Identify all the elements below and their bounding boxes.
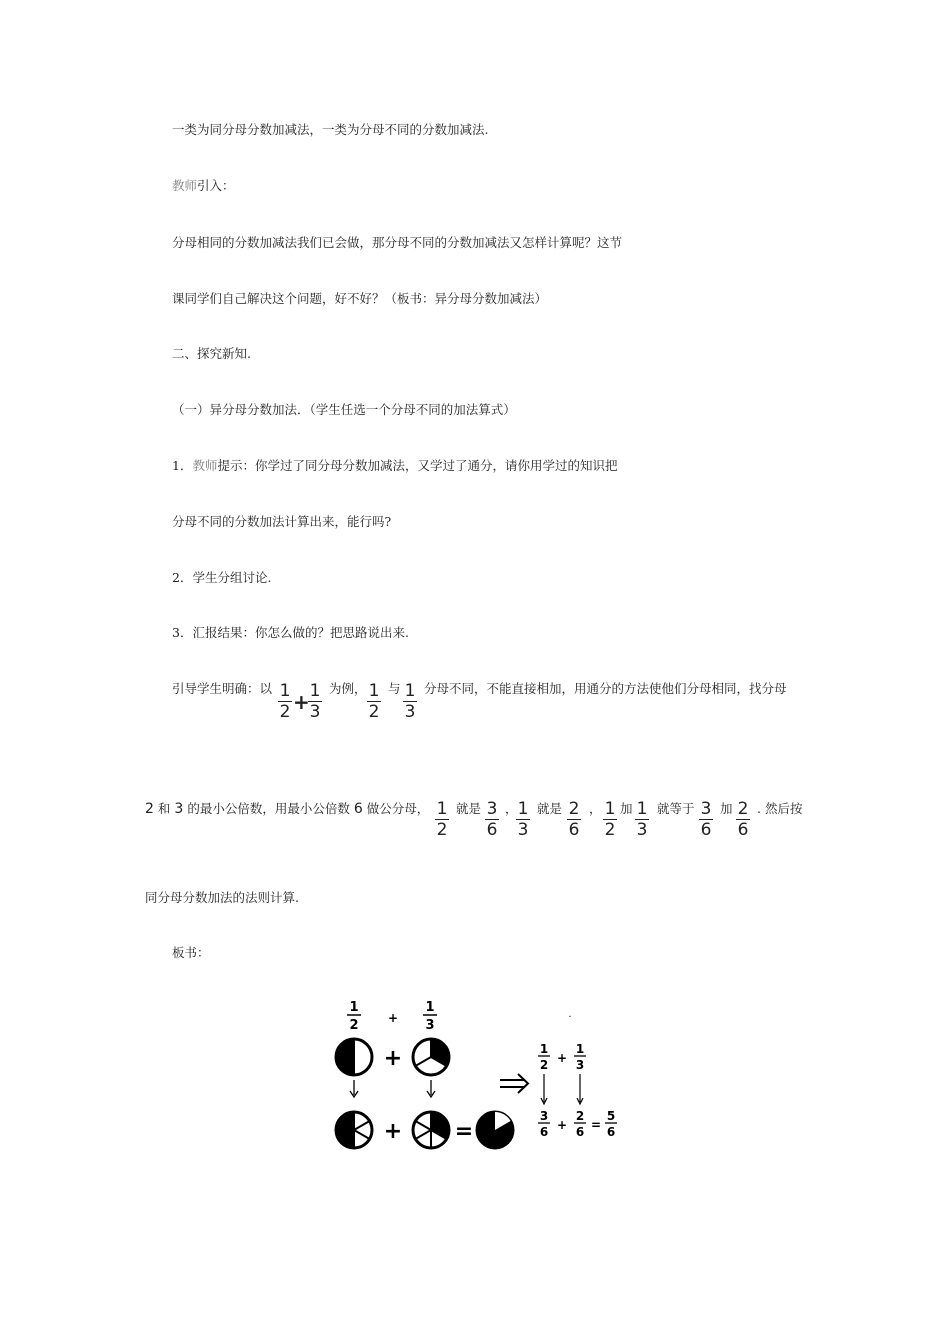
svg-text:1: 1 (425, 1000, 435, 1015)
fraction-pie-diagram (325, 998, 625, 1158)
fraction (602, 800, 618, 839)
equals-sign: = (454, 1119, 474, 1144)
denominator: 3 (517, 820, 529, 840)
right-bottom-equation (538, 1109, 617, 1139)
svg-text:3: 3 (425, 1018, 435, 1033)
svg-text:1: 1 (575, 1042, 585, 1056)
number-2: 2 (145, 801, 154, 817)
line-8: 分母不同的分数加法计算出来，能行吗? (172, 514, 392, 529)
pie-five-sixths (477, 1112, 513, 1148)
denominator: 3 (309, 702, 321, 722)
fraction (366, 682, 382, 721)
numerator: 1 (279, 681, 291, 701)
teacher-word: 教师 (192, 458, 218, 473)
svg-text:5: 5 (606, 1109, 616, 1123)
numerator: 2 (568, 799, 580, 819)
right-top-equation (538, 1042, 586, 1072)
numerator: 1 (309, 681, 321, 701)
denominator: 2 (368, 702, 380, 722)
number-3: 3 (174, 801, 184, 817)
denominator: 3 (404, 702, 416, 722)
arrow-down-icon (350, 1080, 358, 1097)
line-7 (172, 458, 617, 474)
is-word: 就是 (456, 801, 482, 816)
line-2 (172, 178, 235, 194)
fraction (402, 682, 418, 721)
denominator: 6 (568, 820, 580, 840)
line-6: （一）异分母分数加法．（学生任选一个分母不同的加法算式） (172, 402, 516, 417)
fraction (484, 800, 500, 839)
svg-text:=: = (590, 1118, 602, 1132)
top-fraction-third (423, 1000, 437, 1033)
svg-text:6: 6 (575, 1125, 585, 1139)
numerator: 1 (436, 799, 448, 819)
comma: ， (589, 801, 602, 816)
line-14: 板书： (172, 945, 210, 960)
arrow-down-icon (577, 1074, 583, 1104)
arrow-down-icon (541, 1074, 547, 1104)
add-word: 加 (720, 801, 733, 816)
common-denominator-text: 做公分母， (366, 801, 430, 816)
numerator: 1 (517, 799, 529, 819)
svg-text:3: 3 (539, 1109, 549, 1123)
denominator: 6 (737, 820, 749, 840)
numerator: 2 (737, 799, 749, 819)
plus-sign: + (383, 1046, 403, 1071)
dot: · (568, 1012, 572, 1023)
line-12-text (145, 801, 429, 817)
fraction (434, 800, 450, 839)
equals-word: 就等于 (657, 801, 695, 816)
plus-sign: + (293, 690, 310, 714)
pie-third (413, 1039, 449, 1075)
numerator: 1 (368, 681, 380, 701)
svg-text:1: 1 (349, 1000, 359, 1015)
line-11-text-d: 分母不同，不能直接相加，用通分的方法使他们分母相同，找分母 (424, 681, 787, 696)
line-11-text-c: 与 (388, 681, 401, 696)
denominator: 3 (636, 820, 648, 840)
denominator: 2 (279, 702, 291, 722)
and-word: 和 (157, 801, 171, 816)
svg-text:6: 6 (539, 1125, 549, 1139)
svg-text:+: + (556, 1118, 568, 1132)
svg-text:1: 1 (539, 1042, 549, 1056)
denominator: 6 (700, 820, 712, 840)
item-number: 1． (172, 458, 193, 473)
is-word: 就是 (537, 801, 563, 816)
line-4: 课同学们自己解决这个问题，好不好？（板书：异分母分数加减法） (172, 291, 548, 306)
fraction (515, 800, 531, 839)
plus-sign: + (383, 1119, 403, 1144)
implies-arrow-icon (500, 1074, 528, 1093)
numerator: 3 (700, 799, 712, 819)
fraction (698, 800, 714, 839)
line-1: 一类为同分母分数加减法，一类为分母不同的分数加减法. (172, 122, 489, 137)
svg-text:2: 2 (539, 1058, 549, 1072)
intro-word: 引入： (197, 178, 235, 193)
top-fraction-half (347, 1000, 361, 1033)
teacher-word: 教师 (172, 178, 198, 193)
svg-text:+: + (556, 1051, 568, 1065)
pie-three-sixths (336, 1112, 372, 1148)
pie-two-sixths (413, 1112, 449, 1148)
comma: ， (505, 801, 518, 816)
line-11-text-a: 引导学生明确：以 (172, 681, 273, 696)
fraction (634, 800, 650, 839)
denominator: 2 (436, 820, 448, 840)
lcm-text: 的最小公倍数，用最小公倍数 (187, 801, 350, 816)
svg-text:6: 6 (606, 1125, 616, 1139)
line-10: 3．汇报结果：你怎么做的？把思路说出来. (172, 625, 409, 640)
line-5: 二、探究新知. (172, 346, 251, 361)
fraction (307, 682, 323, 721)
line-11-text-b: 为例， (329, 681, 367, 696)
hint-text: 提示：你学过了同分母分数加减法，又学过了通分，请你用学过的知识把 (217, 458, 618, 473)
add-word: 加 (620, 801, 633, 816)
svg-text:3: 3 (575, 1058, 585, 1072)
numerator: 1 (604, 799, 616, 819)
fraction (566, 800, 582, 839)
numerator: 3 (486, 799, 498, 819)
denominator: 6 (486, 820, 498, 840)
svg-text:2: 2 (575, 1109, 585, 1123)
arrow-down-icon (427, 1080, 435, 1097)
top-plus: + (387, 1011, 399, 1025)
fraction (277, 682, 293, 721)
numerator: 1 (636, 799, 648, 819)
denominator: 2 (604, 820, 616, 840)
pie-half (336, 1039, 372, 1075)
svg-text:2: 2 (349, 1018, 359, 1033)
numerator: 1 (404, 681, 416, 701)
line-3: 分母相同的分数加减法我们已会做，那分母不同的分数加减法又怎样计算呢？这节 (172, 235, 623, 250)
line-13: 同分母分数加法的法则计算. (145, 890, 299, 905)
number-6: 6 (353, 801, 363, 817)
then-text: . 然后按 (757, 801, 803, 816)
line-9: 2．学生分组讨论. (172, 570, 272, 585)
fraction (735, 800, 751, 839)
